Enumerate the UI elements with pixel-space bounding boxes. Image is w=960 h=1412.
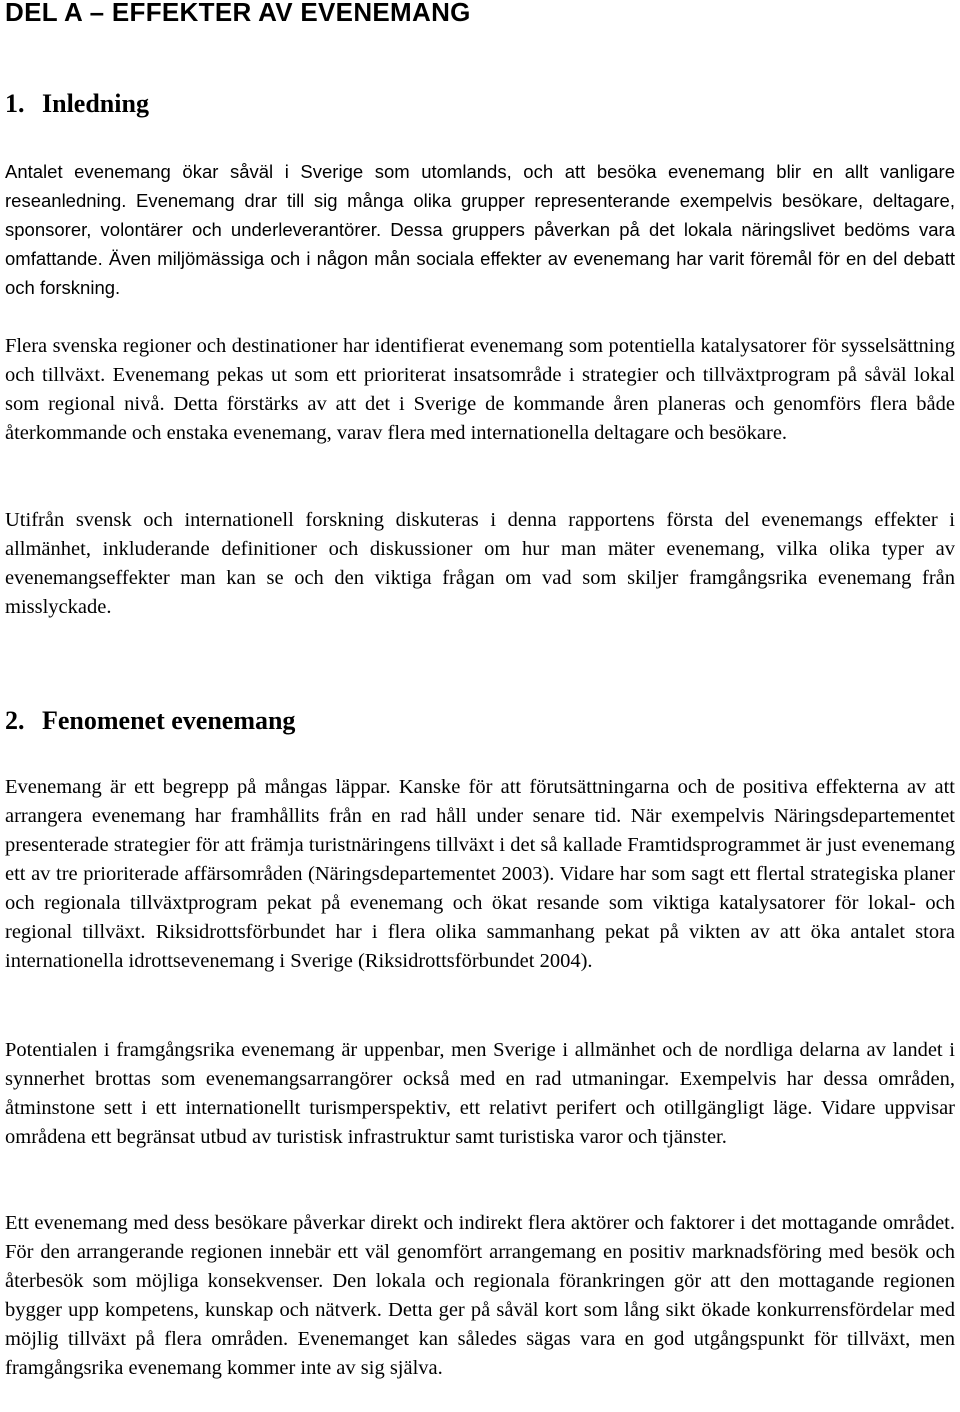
document-title: DEL A – EFFEKTER AV EVENEMANG xyxy=(5,0,471,27)
section-title: Fenomenet evenemang xyxy=(42,706,296,735)
section-number: 2. xyxy=(5,706,25,735)
section-number: 1. xyxy=(5,89,25,118)
paragraph: Potentialen i framgångsrika evenemang är uppenbar, men Sverige i allmänhet och de nordliga delarna av landet i synnerhet brottas som evenemangsarrangörer också med en rad utmaningar. Exempelvis har dessa områden, åtminstone sett i ett internationellt turismperspektiv, ett relativt perifert och otillgängligt läge. Vidare uppvisar områdena ett begränsat utbud av turistisk infrastruktur samt turistiska varor och tjänster. xyxy=(5,1039,955,1148)
paragraph: Utifrån svensk och internationell forskning diskuteras i denna rapportens första del evenemangs effekter i allmänhet, inkluderande definitioner och diskussioner om hur man mäter evenemang, vilka olika typer av evenemangseffekter man kan se och den viktiga frågan om vad som skiljer framgångsrika evenemang från misslyckade. xyxy=(5,509,955,618)
paragraph: Ett evenemang med dess besökare påverkar direkt och indirekt flera aktörer och faktorer i det mottagande området. För den arrangerande regionen innebär ett väl genomfört arrangemang en positiv marknadsföring med besök och återbesök som möjliga konsekvenser. Den lokala och regionala förankringen gör att den mottagande regionen bygger upp kompetens, kunskap och nätverk. Detta ger på såväl kort som lång sikt ökade konkurrensfördelar med möjlig tillväxt på flera områden. Evenemanget kan således sägas vara en god utgångspunkt för tillväxt, men framgångsrika evenemang kommer inte av sig själva. xyxy=(5,1212,955,1379)
paragraph: Antalet evenemang ökar såväl i Sverige som utomlands, och att besöka evenemang blir en allt vanligare reseanledning. Evenemang drar till sig många olika grupper representerande exempelvis besökare, deltagare, sponsorer, volontärer och underleverantörer. Dessa gruppers påverkan på det lokala näringslivet bedöms vara omfattande. Även miljömässiga och i någon mån sociala effekter av evenemang har varit föremål för en del debatt och forskning. xyxy=(5,161,955,298)
section-heading-fenomenet-evenemang xyxy=(5,706,295,736)
section-title: Inledning xyxy=(42,89,149,118)
paragraph: Flera svenska regioner och destinationer har identifierat evenemang som potentiella katalysatorer för sysselsättning och tillväxt. Evenemang pekas ut som ett prioriterat insatsområde i strategier och tillväxtprogram på såväl lokal som regional nivå. Detta förstärks av att det i Sverige de kommande åren planeras och genomförs flera både återkommande och enstaka evenemang, varav flera med internationella deltagare och besökare. xyxy=(5,335,955,444)
section-heading-inledning xyxy=(5,89,149,119)
paragraph: Evenemang är ett begrepp på mångas läppar. Kanske för att förutsättningarna och de positiva effekterna av att arrangera evenemang har framhållits från en rad håll under senare tid. När exempelvis Näringsdepartementet presenterade strategier för att främja turistnäringens tillväxt i det så kallade Framtidsprogrammet är just evenemang ett av tre prioriterade affärsområden (Näringsdepartementet 2003). Vidare har som sagt ett flertal strategiska planer och regionala tillväxtprogram pekat på evenemang och ökat resande som viktiga katalysatorer för lokal- och regional tillväxt. Riksidrottsförbundet har i flera olika sammanhang pekat på vikten av att öka antalet stora internationella idrottsevenemang i Sverige (Riksidrottsförbundet 2004). xyxy=(5,776,955,972)
